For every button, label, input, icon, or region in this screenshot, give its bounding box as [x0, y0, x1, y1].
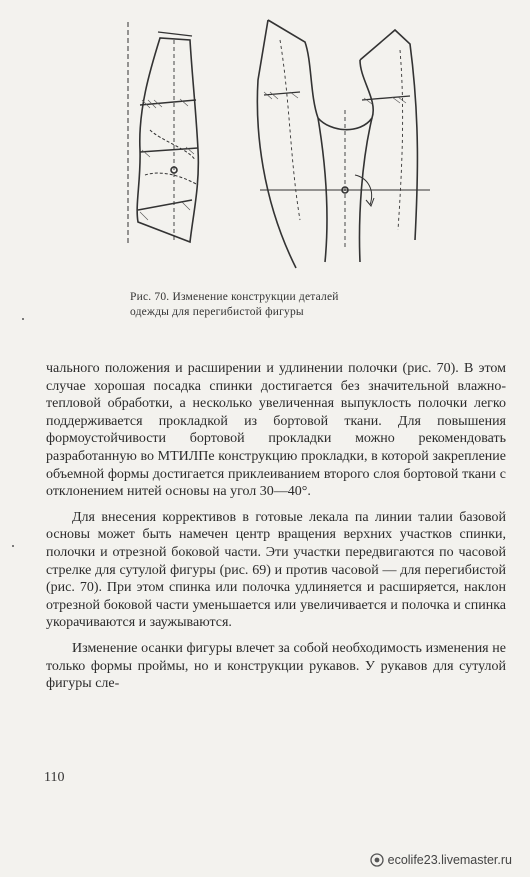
watermark-text: ecolife23.livemaster.ru [387, 853, 512, 867]
scan-speck [12, 545, 14, 547]
livemaster-logo-icon [370, 853, 384, 867]
armhole-curve [318, 60, 373, 130]
back-piece-outline [137, 38, 198, 242]
pattern-figure [0, 0, 530, 290]
caption-line-2: одежды для перегибистой фигуры [130, 306, 304, 318]
pattern-drawing [0, 0, 530, 290]
caption-line-1: Рис. 70. Изменение конструкции деталей [130, 291, 339, 303]
scan-speck [22, 318, 24, 320]
paragraph-2: Для внесения коррективов в готовые лекала па линии талии базовой основы может быть намечен центр вращения верхних участков спинки, полочки и отрезной боковой части. Эти участки передвигаются по часовой стрелке для сутулой фигуры (рис. 69) и против часовой — для перегибистой (рис. 70). При этом спинка или полочка удлиняется и расширяется, наклон отрезной боковой части уменьшается или увеличивается и полочка и спинка укорачиваются и заужываются. [46, 509, 506, 631]
paragraph-3: Изменение осанки фигуры влечет за собой необходимость изменения не только формы проймы, но и конструкции рукавов. У рукавов для сутулой фигуры сле- [46, 640, 506, 692]
watermark [370, 853, 512, 867]
page-number: 110 [44, 770, 65, 785]
front-piece-outline [257, 20, 296, 268]
figure-caption [130, 290, 430, 320]
paragraph-1: чального положения и расширении и удлинении полочки (рис. 70). В этом случае хорошая посадка спинки достигается без значительной влажно-тепловой обработки, а несколько увеличенная выпуклость полочки легко поддерживается прокладкой из бортовой ткани. Для повышения формоустойчивости бортовой прокладки можно рекомендовать разработанную во МТИЛПе конструкцию прокладки, в которой закрепление объемной формы достигается приклеиванием второго слоя бортовой ткани с отклонением нитей основы на угол 30—40°. [46, 361, 506, 500]
left-hip-line [138, 200, 192, 210]
body-text [46, 360, 506, 693]
